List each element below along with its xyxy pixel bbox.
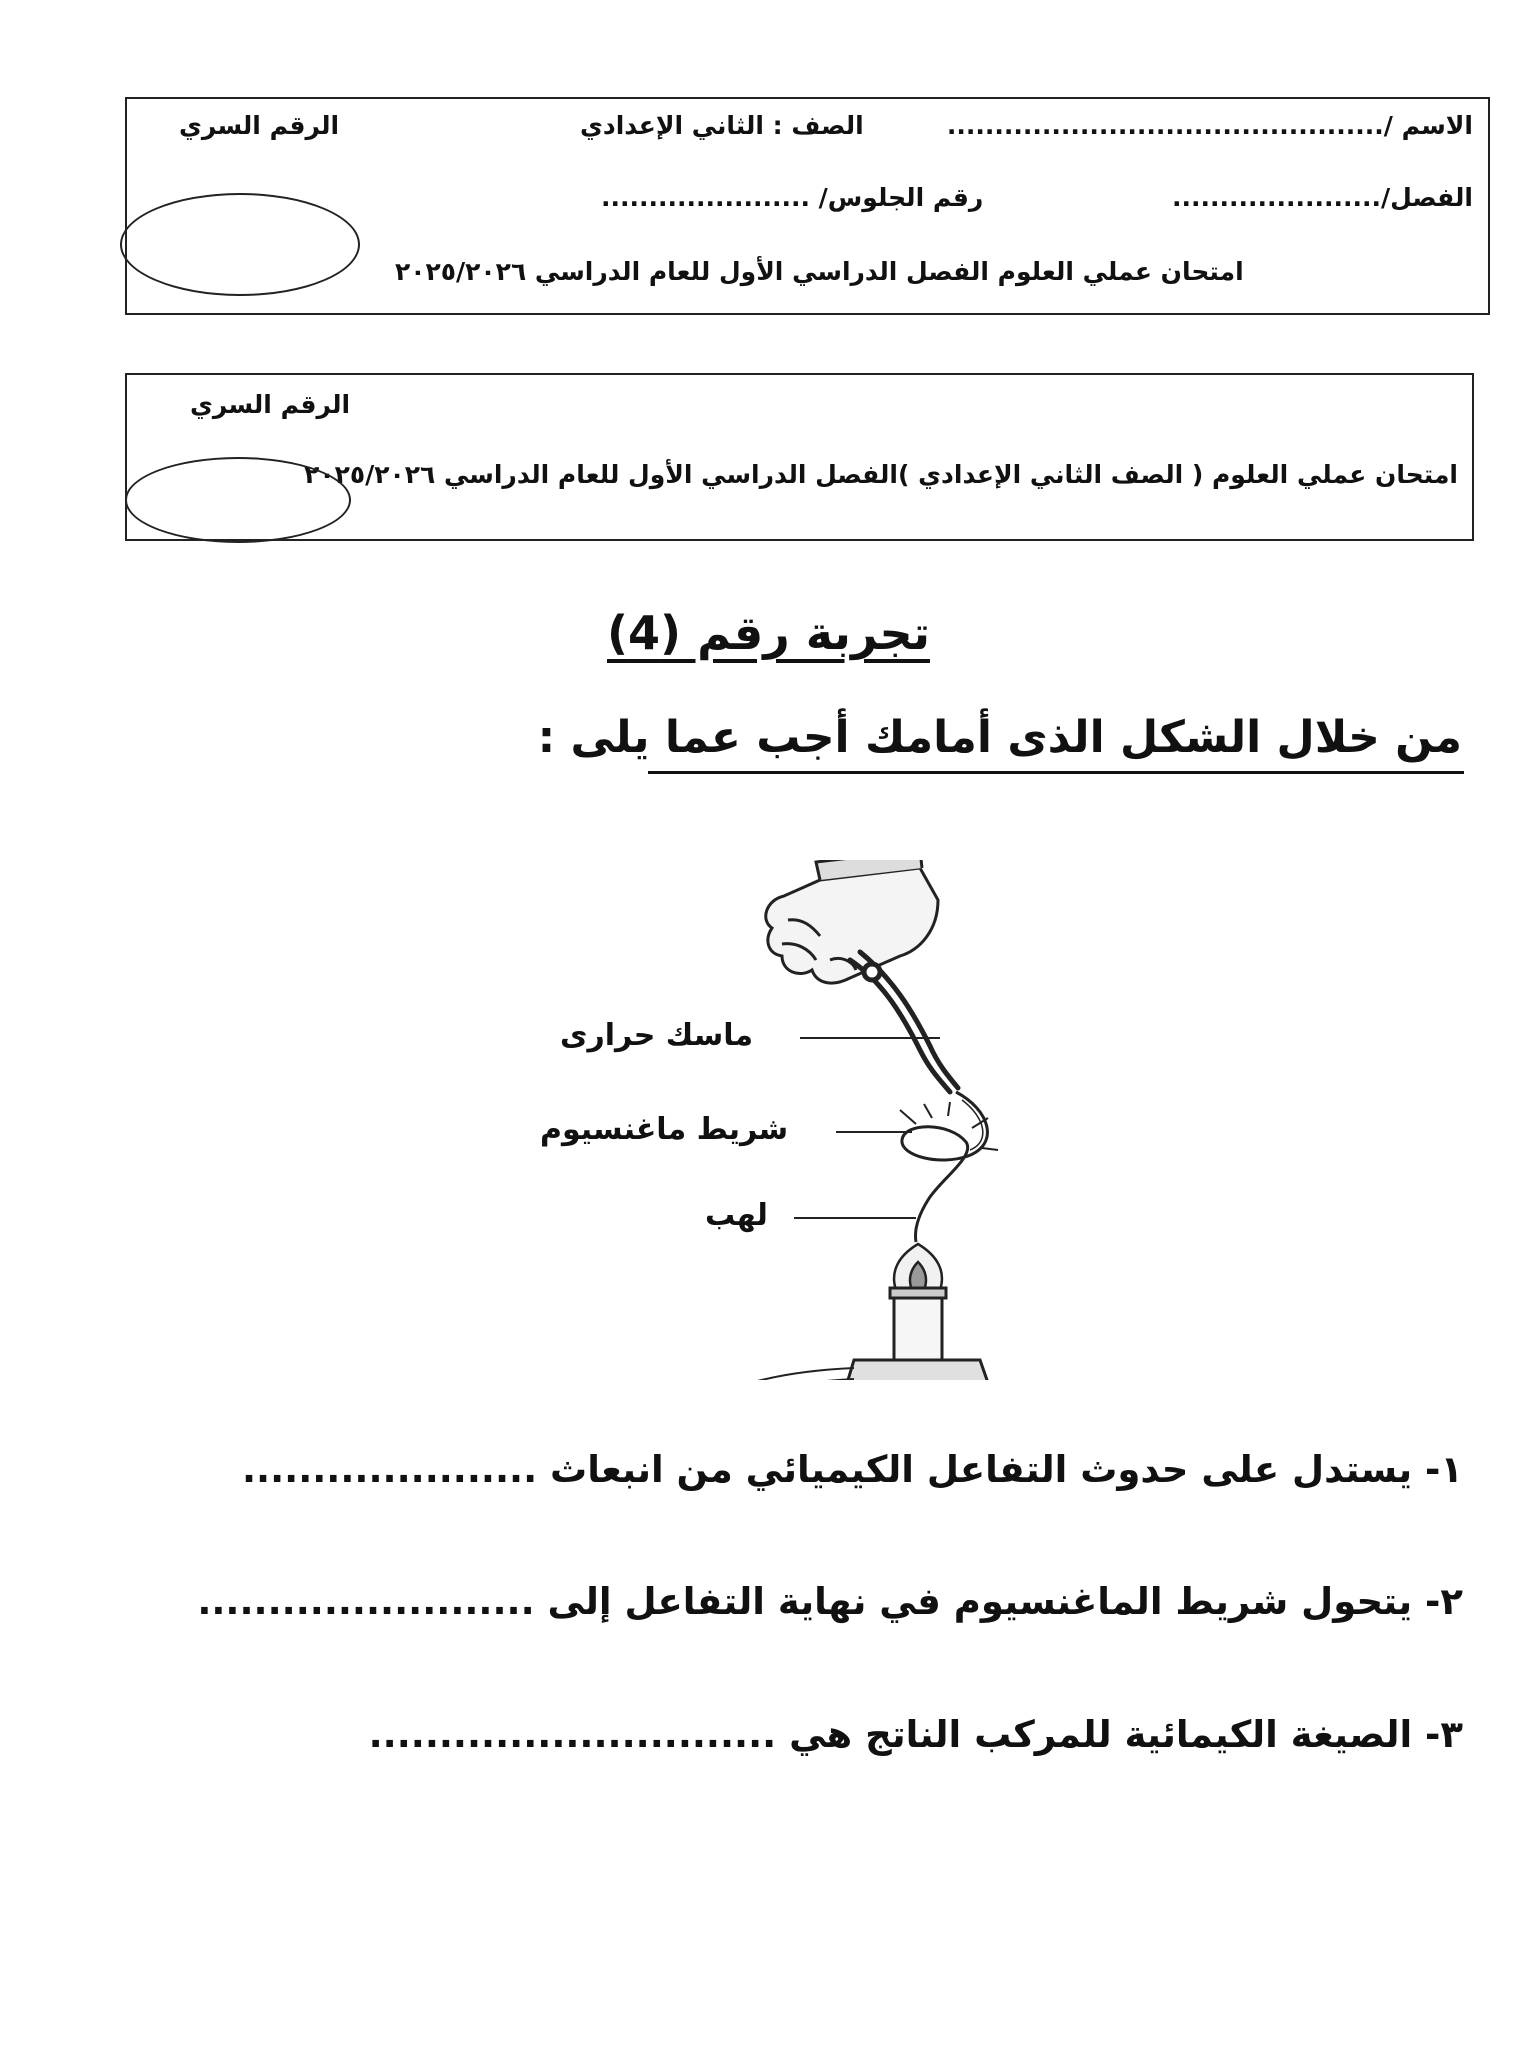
seat-number-dots: ...................... xyxy=(601,183,810,212)
question-3-number: ٣- xyxy=(1425,1713,1463,1756)
question-2-text: يتحول شريط الماغنسيوم في نهاية التفاعل إلى xyxy=(547,1580,1413,1623)
question-1-answer-dots: ..................... xyxy=(241,1448,538,1491)
seat-number-label: رقم الجلوس/ xyxy=(818,183,984,212)
question-1-text: يستدل على حدوث التفاعل الكيميائي من انبعاث xyxy=(550,1448,1413,1491)
question-2 xyxy=(197,1580,1463,1623)
label-magnesium-ribbon: شريط ماغنسيوم xyxy=(540,1112,789,1147)
header-box-1 xyxy=(125,97,1490,315)
question-3 xyxy=(369,1713,1463,1756)
hand-illustration xyxy=(766,860,938,983)
secret-number-label: الرقم السري xyxy=(179,111,340,140)
secret-number-ellipse-1 xyxy=(120,193,360,296)
label-heat-holder: ماسك حرارى xyxy=(560,1018,754,1053)
grade-label: الصف : الثاني الإعدادي xyxy=(580,111,864,140)
class-field xyxy=(1172,183,1473,212)
seat-number-field xyxy=(601,183,983,212)
question-2-number: ٢- xyxy=(1425,1580,1463,1623)
experiment-title xyxy=(0,606,1537,660)
burner-illustration xyxy=(720,1288,994,1380)
question-3-text: الصيغة الكيمائية للمركب الناتج هي xyxy=(789,1713,1413,1756)
name-dots: .............................................. xyxy=(946,111,1384,140)
question-1-number: ١- xyxy=(1425,1448,1463,1491)
secret-number-label-2: الرقم السري xyxy=(190,390,351,419)
class-label: الفصل/ xyxy=(1380,183,1473,212)
exam-title-1: امتحان عملي العلوم الفصل الدراسي الأول للعام الدراسي ٢٠٢٥/٢٠٢٦ xyxy=(395,257,1244,286)
exam-title-2: امتحان عملي العلوم ( الصف الثاني الإعدادي )الفصل الدراسي الأول للعام الدراسي ٢٠٢٥/٢٠٢٦ xyxy=(304,460,1458,489)
magnesium-ribbon-illustration xyxy=(900,1092,998,1242)
name-label: الاسم / xyxy=(1383,111,1473,140)
secret-number-ellipse-2 xyxy=(125,457,351,543)
flame-illustration xyxy=(894,1244,942,1290)
instruction-underline xyxy=(648,771,1464,774)
name-field xyxy=(947,111,1473,140)
question-2-answer-dots: ........................ xyxy=(197,1580,535,1623)
question-3-answer-dots: ............................. xyxy=(368,1713,777,1756)
experiment-title-text: تجربة رقم (4) xyxy=(607,606,930,660)
instruction-text: من خلال الشكل الذى أمامك أجب عما يلى : xyxy=(537,712,1462,763)
tongs-illustration xyxy=(850,952,958,1092)
question-1 xyxy=(242,1448,1463,1491)
label-flame: لهب xyxy=(705,1198,768,1233)
class-dots: ...................... xyxy=(1172,183,1381,212)
